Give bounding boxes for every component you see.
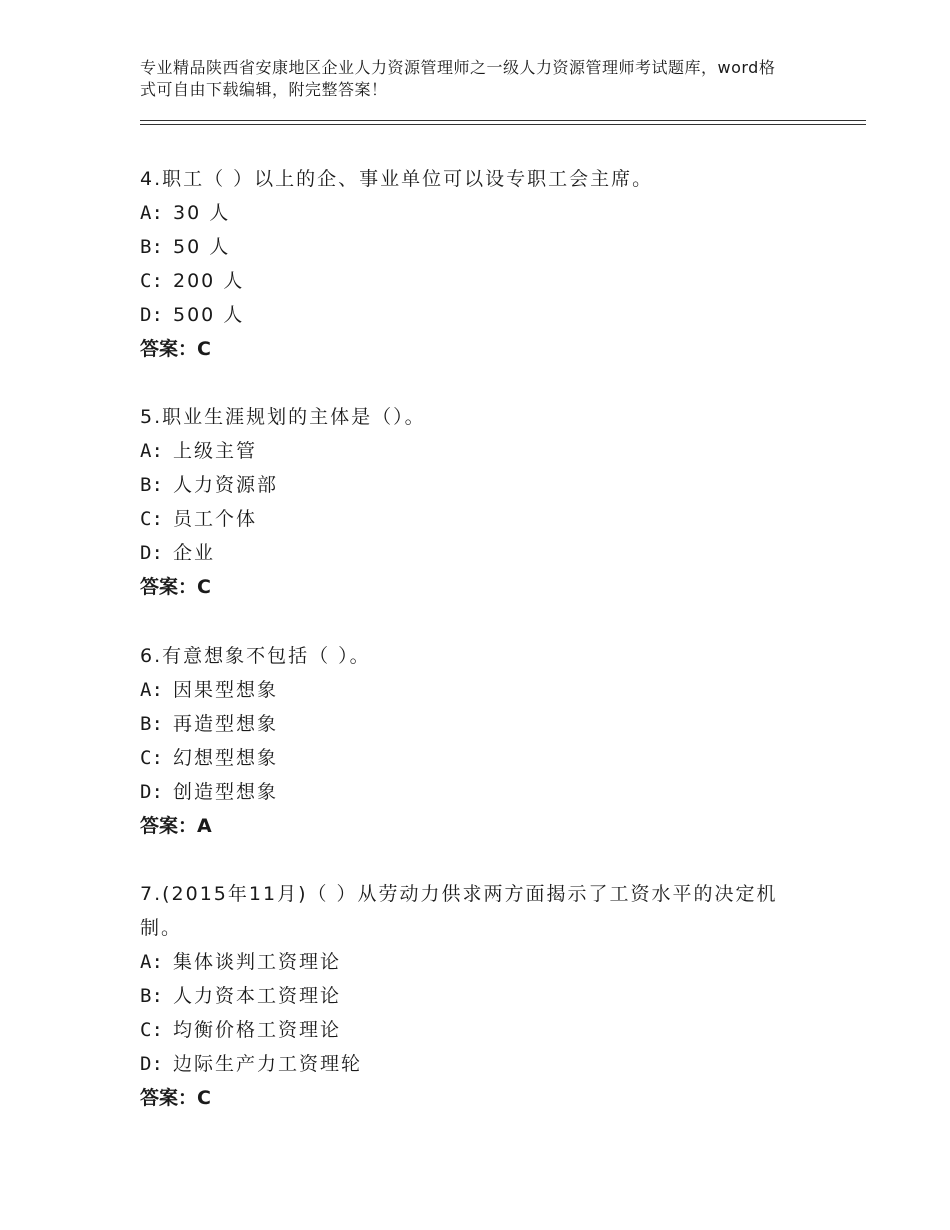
answer-line: 答案：C	[140, 338, 211, 360]
option-letter: D:	[140, 781, 163, 803]
question-4	[140, 162, 810, 366]
answer-line: 答案：C	[140, 576, 211, 598]
option-d	[140, 1047, 810, 1081]
header-divider-top	[140, 120, 866, 121]
option-c	[140, 741, 810, 775]
question-7	[140, 877, 810, 1115]
option-letter: B:	[140, 236, 163, 258]
option-letter: B:	[140, 985, 163, 1007]
option-b	[140, 979, 810, 1013]
option-text: 50 人	[173, 236, 231, 258]
option-letter: C:	[140, 270, 163, 292]
option-d	[140, 775, 810, 809]
question-stem: 7.(2015年11月)（ ）从劳动力供求两方面揭示了工资水平的决定机制。	[140, 883, 778, 939]
header-divider-bottom	[140, 124, 866, 125]
option-text: 200 人	[173, 270, 245, 292]
option-d	[140, 298, 810, 332]
option-letter: C:	[140, 1019, 163, 1041]
option-text: 幻想型想象	[173, 747, 279, 769]
document-header	[140, 57, 780, 101]
option-text: 边际生产力工资理轮	[173, 1053, 363, 1075]
option-letter: D:	[140, 542, 163, 564]
option-c	[140, 1013, 810, 1047]
question-5	[140, 400, 810, 604]
option-text: 人力资本工资理论	[173, 985, 342, 1007]
option-c	[140, 502, 810, 536]
option-text: 均衡价格工资理论	[173, 1019, 342, 1041]
option-letter: A:	[140, 202, 163, 224]
option-text: 因果型想象	[173, 679, 279, 701]
option-letter: A:	[140, 440, 163, 462]
option-a	[140, 945, 810, 979]
option-letter: C:	[140, 747, 163, 769]
option-a	[140, 434, 810, 468]
question-stem: 6.有意想象不包括（ ）。	[140, 645, 371, 667]
option-text: 上级主管	[173, 440, 258, 462]
option-text: 企业	[173, 542, 216, 564]
option-text: 人力资源部	[173, 474, 279, 496]
option-b	[140, 707, 810, 741]
option-text: 集体谈判工资理论	[173, 951, 342, 973]
option-text: 员工个体	[173, 508, 258, 530]
answer-line: 答案：A	[140, 815, 212, 837]
option-a	[140, 673, 810, 707]
option-b	[140, 468, 810, 502]
option-letter: D:	[140, 304, 163, 326]
option-letter: A:	[140, 679, 163, 701]
document-title: 专业精品陕西省安康地区企业人力资源管理师之一级人力资源管理师考试题库，word格式可自由下载编辑，附完整答案！	[140, 58, 776, 99]
option-text: 500 人	[173, 304, 245, 326]
question-6	[140, 639, 810, 843]
option-letter: B:	[140, 474, 163, 496]
option-b	[140, 230, 810, 264]
question-stem: 5.职业生涯规划的主体是（）。	[140, 406, 426, 428]
option-a	[140, 196, 810, 230]
option-text: 30 人	[173, 202, 231, 224]
option-letter: B:	[140, 713, 163, 735]
option-letter: A:	[140, 951, 163, 973]
question-stem: 4.职工（ ）以上的企、事业单位可以设专职工会主席。	[140, 168, 654, 190]
option-letter: D:	[140, 1053, 163, 1075]
option-c	[140, 264, 810, 298]
option-text: 再造型想象	[173, 713, 279, 735]
option-text: 创造型想象	[173, 781, 279, 803]
option-letter: C:	[140, 508, 163, 530]
option-d	[140, 536, 810, 570]
answer-line: 答案：C	[140, 1087, 211, 1109]
